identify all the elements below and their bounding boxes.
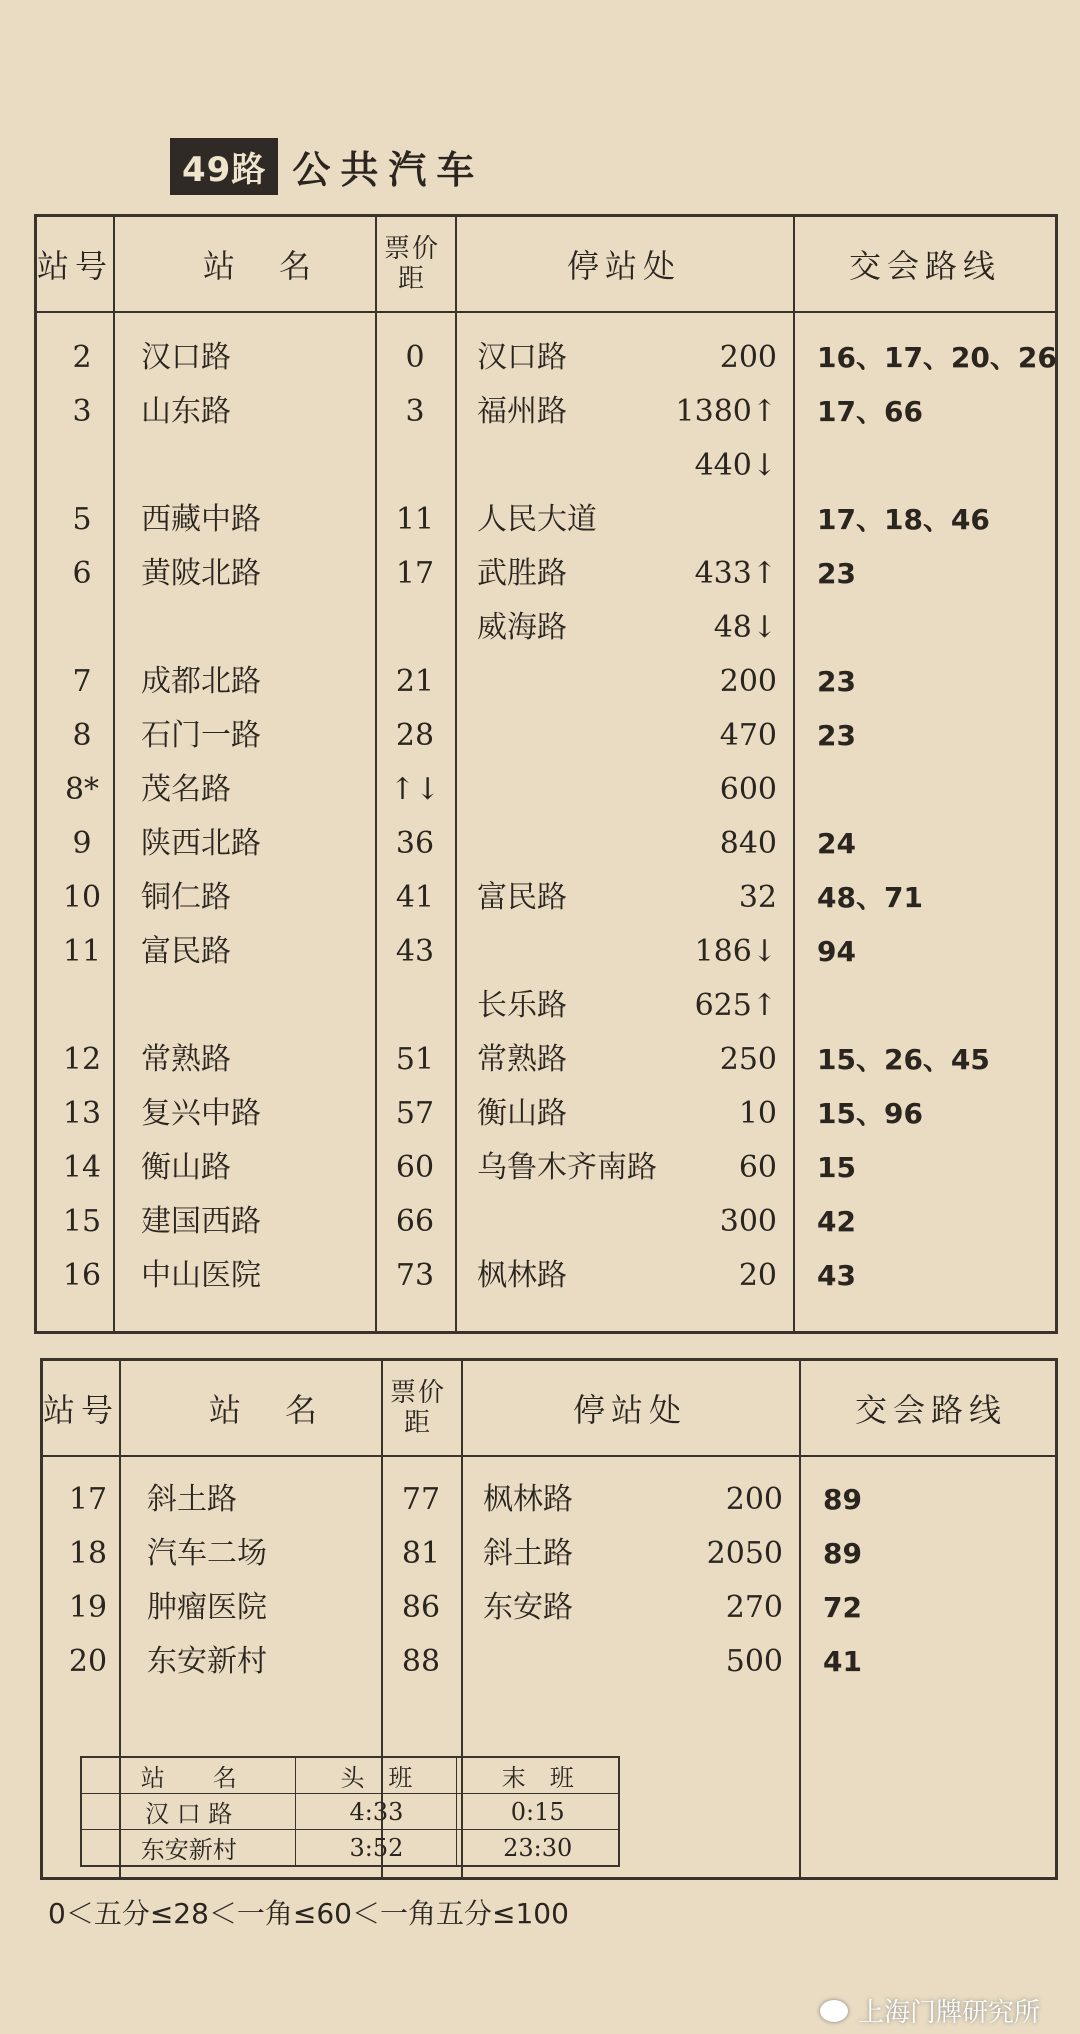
cell-routes: 15 [817, 1151, 856, 1184]
header-fare-line: 距 [397, 264, 426, 294]
stations-table-1 [34, 214, 1058, 1334]
cell-fare: 51 [395, 1042, 435, 1077]
header-divider [37, 311, 1055, 313]
route-badge: 49路 [170, 138, 278, 195]
cell-fare: 88 [401, 1644, 441, 1679]
cell-stop: 枫林路 [477, 1258, 567, 1293]
table-row [37, 331, 1055, 385]
cell-fare: 66 [395, 1204, 435, 1239]
cell-name: 成都北路 [141, 664, 261, 699]
cell-name: 衡山路 [141, 1150, 231, 1185]
cell-dist: 470 [719, 718, 777, 753]
times-first: 4:33 [296, 1794, 457, 1830]
cell-name: 西藏中路 [141, 502, 261, 537]
cell-dist: 625↑ [694, 988, 777, 1023]
cell-num: 11 [62, 934, 102, 969]
cell-routes: 16、17、20、26 [817, 341, 1057, 374]
cell-num: 8 [72, 718, 92, 753]
cell-stop: 福州路 [477, 394, 567, 429]
cell-num: 14 [62, 1150, 102, 1185]
fare-rule: 0＜五分≤28＜一角≤60＜一角五分≤100 [48, 1897, 569, 1930]
cell-num: 20 [68, 1644, 108, 1679]
header-fare [381, 1361, 455, 1455]
table-row [37, 979, 1055, 1033]
times-last: 0:15 [457, 1794, 619, 1830]
watermark-text: 上海门牌研究所 [857, 1998, 1040, 2028]
cell-dist: 48↓ [713, 610, 777, 645]
cell-num: 3 [72, 394, 92, 429]
table-header [37, 217, 1055, 311]
cell-dist: 840 [719, 826, 777, 861]
cell-name: 陕西北路 [141, 826, 261, 861]
cell-routes: 94 [817, 935, 856, 968]
cell-dist: 440↓ [694, 448, 777, 483]
cell-routes: 48、71 [817, 881, 923, 914]
cell-num: 19 [68, 1590, 108, 1625]
cell-routes: 23 [817, 665, 856, 698]
cell-routes: 23 [817, 557, 856, 590]
cell-dist: 500 [725, 1644, 783, 1679]
cell-stop: 武胜路 [477, 556, 567, 591]
cell-routes: 72 [823, 1591, 862, 1624]
cell-dist: 600 [719, 772, 777, 807]
table-row [43, 1527, 1055, 1581]
cell-fare: 73 [395, 1258, 435, 1293]
cell-stop: 威海路 [477, 610, 567, 645]
cell-name: 汽车二场 [147, 1536, 267, 1571]
table-row [37, 871, 1055, 925]
table-row [37, 709, 1055, 763]
cell-name: 铜仁路 [141, 880, 231, 915]
header-station-name: 站 名 [202, 247, 317, 285]
cell-num: 6 [72, 556, 92, 591]
cell-num: 16 [62, 1258, 102, 1293]
cell-fare: 41 [395, 880, 435, 915]
cell-name: 东安新村 [147, 1644, 267, 1679]
route-type: 公共汽车 [292, 148, 485, 192]
table-row [37, 439, 1055, 493]
cell-name: 中山医院 [141, 1258, 261, 1293]
cell-routes: 17、66 [817, 395, 923, 428]
cell-routes: 42 [817, 1205, 856, 1238]
cell-stop: 富民路 [477, 880, 567, 915]
cell-num: 7 [72, 664, 92, 699]
header-fare-line: 票价 [383, 234, 440, 264]
times-header-first: 头 班 [296, 1757, 457, 1794]
cell-routes: 24 [817, 827, 856, 860]
cell-stop: 人民大道 [477, 502, 597, 537]
header-routes: 交会路线 [854, 1391, 1007, 1429]
cell-stop: 东安路 [483, 1590, 573, 1625]
table-header [43, 1361, 1055, 1455]
times-station: 东安新村 [81, 1830, 296, 1867]
cell-fare: 0 [405, 340, 425, 375]
wechat-icon [820, 2000, 848, 2022]
cell-num: 12 [62, 1042, 102, 1077]
table-row [43, 1473, 1055, 1527]
table-row [37, 601, 1055, 655]
cell-routes: 15、26、45 [817, 1043, 990, 1076]
cell-num: 18 [68, 1536, 108, 1571]
table-row [37, 817, 1055, 871]
cell-name: 石门一路 [141, 718, 261, 753]
cell-dist: 60 [738, 1150, 777, 1185]
cell-num: 9 [72, 826, 92, 861]
cell-dist: 270 [725, 1590, 783, 1625]
cell-fare: 28 [395, 718, 435, 753]
cell-fare: 11 [395, 502, 435, 537]
cell-dist: 32 [738, 880, 777, 915]
times-first: 3:52 [296, 1830, 457, 1867]
table-row [37, 655, 1055, 709]
times-header-last: 末 班 [457, 1757, 619, 1794]
cell-num: 17 [68, 1482, 108, 1517]
header-fare [375, 217, 449, 311]
times-station: 汉 口 路 [81, 1794, 296, 1830]
cell-name: 斜土路 [147, 1482, 237, 1517]
cell-dist: 1380↑ [675, 394, 777, 429]
watermark [820, 1992, 1040, 2029]
cell-fare: 81 [401, 1536, 441, 1571]
cell-dist: 200 [719, 340, 777, 375]
cell-stop: 长乐路 [477, 988, 567, 1023]
cell-routes: 41 [823, 1645, 862, 1678]
cell-fare: 60 [395, 1150, 435, 1185]
cell-fare: 43 [395, 934, 435, 969]
table-row [37, 1033, 1055, 1087]
cell-routes: 89 [823, 1537, 862, 1570]
table-row [37, 1195, 1055, 1249]
cell-num: 2 [72, 340, 92, 375]
cell-name: 复兴中路 [141, 1096, 261, 1131]
cell-num: 15 [62, 1204, 102, 1239]
cell-num: 13 [62, 1096, 102, 1131]
cell-stop: 衡山路 [477, 1096, 567, 1131]
cell-name: 黄陂北路 [141, 556, 261, 591]
header-station-no: 站号 [37, 247, 114, 285]
cell-dist: 200 [719, 664, 777, 699]
times-last: 23:30 [457, 1830, 619, 1867]
table-row [37, 925, 1055, 979]
cell-num: 8* [64, 772, 100, 807]
cell-fare: 3 [405, 394, 425, 429]
cell-stop: 枫林路 [483, 1482, 573, 1517]
cell-dist: 2050 [706, 1536, 783, 1571]
cell-num: 10 [62, 880, 102, 915]
cell-name: 常熟路 [141, 1042, 231, 1077]
header-routes: 交会路线 [848, 247, 1001, 285]
header-fare-line: 距 [403, 1408, 432, 1438]
cell-name: 山东路 [141, 394, 231, 429]
table-row [37, 1087, 1055, 1141]
cell-fare: 21 [395, 664, 435, 699]
cell-fare: 57 [395, 1096, 435, 1131]
header-station-no: 站号 [43, 1391, 120, 1429]
cell-fare: ↑↓ [389, 772, 441, 807]
table-row [43, 1635, 1055, 1689]
table-row [37, 1249, 1055, 1303]
cell-fare: 17 [395, 556, 435, 591]
cell-name: 肿瘤医院 [147, 1590, 267, 1625]
cell-stop: 乌鲁木齐南路 [477, 1150, 657, 1185]
cell-name: 富民路 [141, 934, 231, 969]
cell-dist: 186↓ [694, 934, 777, 969]
cell-dist: 200 [725, 1482, 783, 1517]
cell-stop: 斜土路 [483, 1536, 573, 1571]
cell-dist: 250 [719, 1042, 777, 1077]
table-row [37, 493, 1055, 547]
table-row [37, 1141, 1055, 1195]
cell-dist: 433↑ [694, 556, 777, 591]
first-last-bus-table [80, 1756, 620, 1867]
cell-routes: 17、18、46 [817, 503, 990, 536]
cell-num: 5 [72, 502, 92, 537]
cell-name: 建国西路 [141, 1204, 261, 1239]
cell-name: 茂名路 [141, 772, 231, 807]
cell-routes: 43 [817, 1259, 856, 1292]
cell-fare: 86 [401, 1590, 441, 1625]
table-row [37, 385, 1055, 439]
table-row [37, 547, 1055, 601]
header-divider [43, 1455, 1055, 1457]
cell-dist: 10 [738, 1096, 777, 1131]
header-stop: 停站处 [566, 247, 681, 285]
route-title [170, 138, 484, 195]
cell-name: 汉口路 [141, 340, 231, 375]
cell-dist: 20 [738, 1258, 777, 1293]
cell-routes: 15、96 [817, 1097, 923, 1130]
cell-fare: 36 [395, 826, 435, 861]
cell-dist: 300 [719, 1204, 777, 1239]
table-row [37, 763, 1055, 817]
header-stop: 停站处 [572, 1391, 687, 1429]
header-station-name: 站 名 [208, 1391, 323, 1429]
cell-routes: 23 [817, 719, 856, 752]
cell-stop: 汉口路 [477, 340, 567, 375]
cell-routes: 89 [823, 1483, 862, 1516]
header-fare-line: 票价 [389, 1378, 446, 1408]
cell-stop: 常熟路 [477, 1042, 567, 1077]
times-header-station: 站 名 [81, 1757, 296, 1794]
table-row [43, 1581, 1055, 1635]
cell-fare: 77 [401, 1482, 441, 1517]
